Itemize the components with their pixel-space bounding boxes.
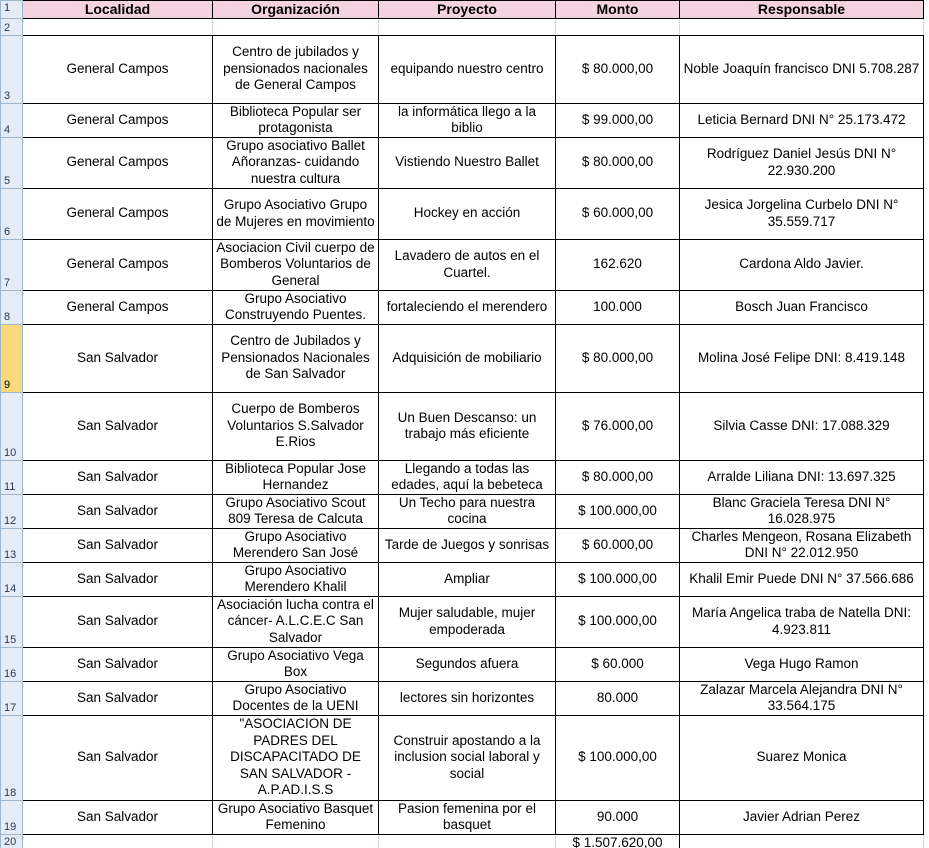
row-number[interactable]: 6 bbox=[1, 188, 23, 239]
column-header-organizacion[interactable]: Organización bbox=[213, 1, 379, 19]
cell-proyecto[interactable]: Vistiendo Nuestro Ballet bbox=[379, 137, 556, 188]
cell-proyecto[interactable]: Tarde de Juegos y sonrisas bbox=[379, 528, 556, 562]
cell-organizacion[interactable]: Biblioteca Popular ser protagonista bbox=[213, 103, 379, 137]
header-row bbox=[1, 1, 924, 19]
cell-responsable[interactable]: Rodríguez Daniel Jesús DNI N° 22.930.200 bbox=[680, 137, 924, 188]
cell-localidad[interactable]: San Salvador bbox=[23, 647, 213, 681]
cell-proyecto[interactable]: Construir apostando a la inclusion social laboral y social bbox=[379, 715, 556, 800]
cell-monto[interactable]: $ 100.000,00 bbox=[556, 494, 680, 528]
table-row bbox=[1, 715, 924, 800]
cell-organizacion[interactable]: "ASOCIACION DE PADRES DEL DISCAPACITADO DE SAN SALVADOR - A.P.AD.I.S.S bbox=[213, 715, 379, 800]
cell-proyecto[interactable]: fortaleciendo el merendero bbox=[379, 290, 556, 324]
cell-responsable[interactable]: Leticia Bernard DNI N° 25.173.472 bbox=[680, 103, 924, 137]
blank-row bbox=[1, 18, 924, 35]
cell-organizacion[interactable]: Grupo Asociativo Scout 809 Teresa de Calcuta bbox=[213, 494, 379, 528]
cell-organizacion[interactable]: Grupo Asociativo Construyendo Puentes. bbox=[213, 290, 379, 324]
row-number[interactable]: 1 bbox=[1, 1, 23, 19]
cell-localidad[interactable]: San Salvador bbox=[23, 562, 213, 596]
cell-monto[interactable]: $ 80.000,00 bbox=[556, 35, 680, 103]
cell-responsable[interactable]: María Angelica traba de Natella DNI: 4.923.811 bbox=[680, 596, 924, 647]
cell-responsable[interactable]: Jesica Jorgelina Curbelo DNI N° 35.559.717 bbox=[680, 188, 924, 239]
cell-localidad[interactable]: San Salvador bbox=[23, 494, 213, 528]
cell-responsable[interactable]: Charles Mengeon, Rosana Elizabeth DNI N° 22.012.950 bbox=[680, 528, 924, 562]
table-row bbox=[1, 324, 924, 392]
empty-cell[interactable] bbox=[379, 834, 556, 848]
row-number[interactable]: 5 bbox=[1, 137, 23, 188]
row-number[interactable]: 8 bbox=[1, 290, 23, 324]
table-row bbox=[1, 35, 924, 103]
cell-proyecto[interactable]: lectores sin horizontes bbox=[379, 681, 556, 715]
table-row bbox=[1, 290, 924, 324]
cell-responsable[interactable]: Khalil Emir Puede DNI N° 37.566.686 bbox=[680, 562, 924, 596]
cell-proyecto[interactable]: Un Techo para nuestra cocina bbox=[379, 494, 556, 528]
row-number[interactable]: 11 bbox=[1, 460, 23, 494]
table-row bbox=[1, 103, 924, 137]
cell-organizacion[interactable]: Grupo asociativo Ballet Añoranzas- cuidando nuestra cultura bbox=[213, 137, 379, 188]
cell-monto[interactable]: 80.000 bbox=[556, 681, 680, 715]
cell-proyecto[interactable]: Mujer saludable, mujer empoderada bbox=[379, 596, 556, 647]
cell-proyecto[interactable]: Un Buen Descanso: un trabajo más eficiente bbox=[379, 392, 556, 460]
cell-localidad[interactable]: San Salvador bbox=[23, 800, 213, 834]
empty-cell[interactable] bbox=[23, 834, 213, 848]
cell-monto[interactable]: $ 76.000,00 bbox=[556, 392, 680, 460]
column-header-responsable[interactable]: Responsable bbox=[680, 1, 924, 19]
cell-organizacion[interactable]: Grupo Asociativo Basquet Femenino bbox=[213, 800, 379, 834]
cell-localidad[interactable]: San Salvador bbox=[23, 681, 213, 715]
cell-organizacion[interactable]: Asociacion Civil cuerpo de Bomberos Voluntarios de General bbox=[213, 239, 379, 290]
table-row bbox=[1, 528, 924, 562]
table-row bbox=[1, 137, 924, 188]
cell-localidad[interactable]: General Campos bbox=[23, 103, 213, 137]
cell-organizacion[interactable]: Asociación lucha contra el cáncer- A.L.C.E.C San Salvador bbox=[213, 596, 379, 647]
cell-responsable[interactable]: Zalazar Marcela Alejandra DNI N° 33.564.175 bbox=[680, 681, 924, 715]
cell-proyecto[interactable]: la informática llego a la biblio bbox=[379, 103, 556, 137]
table-row bbox=[1, 494, 924, 528]
row-number[interactable]: 15 bbox=[1, 596, 23, 647]
cell-monto[interactable]: 100.000 bbox=[556, 290, 680, 324]
cell-organizacion[interactable]: Cuerpo de Bomberos Voluntarios S.Salvador E.Rios bbox=[213, 392, 379, 460]
row-number[interactable]: 2 bbox=[1, 18, 23, 35]
cell-responsable[interactable]: Arralde Liliana DNI: 13.697.325 bbox=[680, 460, 924, 494]
empty-cell[interactable] bbox=[680, 834, 924, 848]
row-number[interactable]: 7 bbox=[1, 239, 23, 290]
cell-monto[interactable]: $ 100.000,00 bbox=[556, 715, 680, 800]
cell-monto[interactable]: $ 80.000,00 bbox=[556, 460, 680, 494]
row-number[interactable]: 10 bbox=[1, 392, 23, 460]
empty-cell[interactable] bbox=[23, 18, 213, 35]
row-number[interactable]: 20 bbox=[1, 834, 23, 848]
cell-localidad[interactable]: San Salvador bbox=[23, 324, 213, 392]
cell-monto[interactable]: $ 99.000,00 bbox=[556, 103, 680, 137]
cell-proyecto[interactable]: Hockey en acción bbox=[379, 188, 556, 239]
row-number[interactable]: 13 bbox=[1, 528, 23, 562]
cell-responsable[interactable]: Cardona Aldo Javier. bbox=[680, 239, 924, 290]
row-number[interactable]: 18 bbox=[1, 715, 23, 800]
cell-proyecto[interactable]: equipando nuestro centro bbox=[379, 35, 556, 103]
cell-monto[interactable]: $ 80.000,00 bbox=[556, 137, 680, 188]
cell-responsable[interactable]: Bosch Juan Francisco bbox=[680, 290, 924, 324]
row-number[interactable]: 17 bbox=[1, 681, 23, 715]
cell-localidad[interactable]: General Campos bbox=[23, 188, 213, 239]
cell-responsable[interactable]: Blanc Graciela Teresa DNI N° 16.028.975 bbox=[680, 494, 924, 528]
empty-cell[interactable] bbox=[556, 18, 680, 35]
cell-localidad[interactable]: General Campos bbox=[23, 35, 213, 103]
table-row bbox=[1, 239, 924, 290]
cell-monto[interactable]: $ 80.000,00 bbox=[556, 324, 680, 392]
table-row bbox=[1, 188, 924, 239]
cell-localidad[interactable]: San Salvador bbox=[23, 392, 213, 460]
table-row bbox=[1, 647, 924, 681]
cell-localidad[interactable]: San Salvador bbox=[23, 715, 213, 800]
cell-proyecto[interactable]: Segundos afuera bbox=[379, 647, 556, 681]
cell-organizacion[interactable]: Grupo Asociativo Grupo de Mujeres en movimiento bbox=[213, 188, 379, 239]
cell-proyecto[interactable]: Pasion femenina por el basquet bbox=[379, 800, 556, 834]
row-number[interactable]: 9 bbox=[1, 324, 23, 392]
total-row bbox=[1, 834, 924, 848]
cell-monto[interactable]: $ 60.000,00 bbox=[556, 188, 680, 239]
table-row bbox=[1, 681, 924, 715]
cell-localidad[interactable]: San Salvador bbox=[23, 528, 213, 562]
table-row bbox=[1, 800, 924, 834]
row-number[interactable]: 19 bbox=[1, 800, 23, 834]
row-number[interactable]: 16 bbox=[1, 647, 23, 681]
row-number[interactable]: 3 bbox=[1, 35, 23, 103]
cell-monto[interactable]: 90.000 bbox=[556, 800, 680, 834]
cell-organizacion[interactable]: Centro de Jubilados y Pensionados Nacionales de San Salvador bbox=[213, 324, 379, 392]
cell-monto[interactable]: 162.620 bbox=[556, 239, 680, 290]
cell-responsable[interactable]: Suarez Monica bbox=[680, 715, 924, 800]
table-row bbox=[1, 460, 924, 494]
cell-monto[interactable]: $ 60.000 bbox=[556, 647, 680, 681]
empty-cell[interactable] bbox=[213, 18, 379, 35]
table-row bbox=[1, 562, 924, 596]
cell-proyecto[interactable]: Llegando a todas las edades, aquí la bebeteca bbox=[379, 460, 556, 494]
cell-organizacion[interactable]: Centro de jubilados y pensionados nacionales de General Campos bbox=[213, 35, 379, 103]
cell-proyecto[interactable]: Ampliar bbox=[379, 562, 556, 596]
empty-cell[interactable] bbox=[379, 18, 556, 35]
cell-responsable[interactable]: Javier Adrian Perez bbox=[680, 800, 924, 834]
cell-organizacion[interactable]: Grupo Asociativo Docentes de la UENI bbox=[213, 681, 379, 715]
cell-organizacion[interactable]: Grupo Asociativo Merendero Khalil bbox=[213, 562, 379, 596]
cell-localidad[interactable]: General Campos bbox=[23, 137, 213, 188]
cell-organizacion[interactable]: Biblioteca Popular Jose Hernandez bbox=[213, 460, 379, 494]
cell-organizacion[interactable]: Grupo Asociativo Merendero San José bbox=[213, 528, 379, 562]
cell-proyecto[interactable]: Lavadero de autos en el Cuartel. bbox=[379, 239, 556, 290]
cell-localidad[interactable]: General Campos bbox=[23, 239, 213, 290]
cell-localidad[interactable]: San Salvador bbox=[23, 460, 213, 494]
cell-proyecto[interactable]: Adquisición de mobiliario bbox=[379, 324, 556, 392]
row-number[interactable]: 14 bbox=[1, 562, 23, 596]
cell-monto[interactable]: $ 100.000,00 bbox=[556, 596, 680, 647]
column-header-monto[interactable]: Monto bbox=[556, 1, 680, 19]
column-header-localidad[interactable]: Localidad bbox=[23, 1, 213, 19]
cell-organizacion[interactable]: Grupo Asociativo Vega Box bbox=[213, 647, 379, 681]
cell-responsable[interactable]: Noble Joaquín francisco DNI 5.708.287 bbox=[680, 35, 924, 103]
column-header-proyecto[interactable]: Proyecto bbox=[379, 1, 556, 19]
cell-responsable[interactable]: Vega Hugo Ramon bbox=[680, 647, 924, 681]
empty-cell[interactable] bbox=[680, 18, 924, 35]
cell-responsable[interactable]: Molina José Felipe DNI: 8.419.148 bbox=[680, 324, 924, 392]
row-number[interactable]: 12 bbox=[1, 494, 23, 528]
empty-cell[interactable] bbox=[213, 834, 379, 848]
cell-monto[interactable]: $ 100.000,00 bbox=[556, 562, 680, 596]
table-row bbox=[1, 392, 924, 460]
total-amount-cell[interactable]: $ 1.507.620,00 bbox=[556, 834, 680, 848]
cell-localidad[interactable]: San Salvador bbox=[23, 596, 213, 647]
cell-localidad[interactable]: General Campos bbox=[23, 290, 213, 324]
cell-monto[interactable]: $ 60.000,00 bbox=[556, 528, 680, 562]
cell-responsable[interactable]: Silvia Casse DNI: 17.088.329 bbox=[680, 392, 924, 460]
row-number[interactable]: 4 bbox=[1, 103, 23, 137]
table-row bbox=[1, 596, 924, 647]
